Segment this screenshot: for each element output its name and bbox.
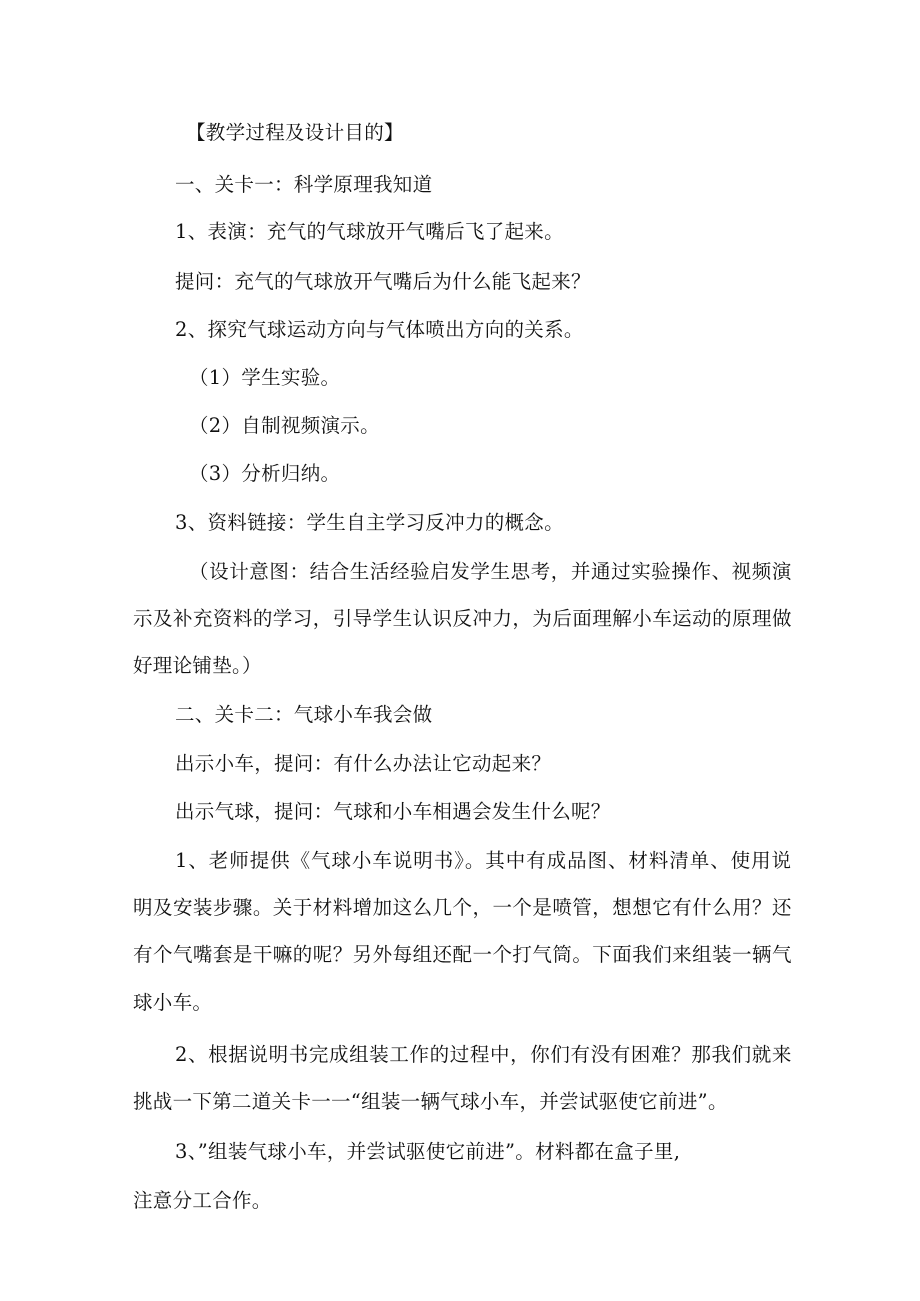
stage2-para1-line2: 明及安装步骤。关于材料增加这么几个，一个是喷管，想想它有什么用？还 [133, 896, 792, 919]
stage1-sub1: （1）学生实验。 [189, 366, 341, 389]
design-intent-line1: （设计意图：结合生活经验启发学生思考，并通过实验操作、视频演 [189, 560, 792, 583]
stage2-para2-line1: 2、根据说明书完成组装工作的过程中，你们有没有困难？那我们就来 [175, 1043, 792, 1066]
stage2-para1-line4: 球小车。 [133, 991, 213, 1014]
design-intent-line3: 好理论铺垫。） [133, 654, 262, 677]
stage1-title: 一、关卡一：科学原理我知道 [175, 173, 433, 196]
stage2-para1-line1: 1、老师提供《气球小车说明书》。其中有成品图、材料清单、使用说 [175, 849, 792, 872]
stage2-para2-line2: 挑战一下第二道关卡一一“组装一辆气球小车，并尝试驱使它前进”。 [133, 1090, 728, 1113]
stage1-item3: 3、资料链接：学生自主学习反冲力的概念。 [175, 511, 564, 534]
stage2-question2: 出示气球，提问：气球和小车相遇会发生什么呢？ [175, 800, 611, 823]
stage1-item2: 2、探究气球运动方向与气体喷出方向的关系。 [175, 318, 584, 341]
stage2-para1-line3: 有个气嘴套是干嘛的呢？另外每组还配一个打气筒。下面我们来组装一辆气 [133, 943, 792, 966]
stage1-question: 提问：充气的气球放开气嘴后为什么能飞起来？ [175, 270, 591, 293]
stage2-para3-line1: 3、”组装气球小车，并尝试驱使它前进”。材料都在盒子里, [175, 1140, 681, 1163]
stage2-title: 二、关卡二：气球小车我会做 [175, 703, 433, 726]
stage2-question1: 出示小车，提问：有什么办法让它动起来？ [175, 752, 552, 775]
stage1-item1: 1、表演：充气的气球放开气嘴后飞了起来。 [175, 220, 564, 243]
stage1-sub2: （2）自制视频演示。 [189, 414, 380, 437]
section-heading: 【教学过程及设计目的】 [186, 121, 404, 144]
stage1-sub3: （3）分析归纳。 [189, 462, 341, 485]
stage2-para3-line2: 注意分工合作。 [133, 1189, 272, 1212]
design-intent-line2: 示及补充资料的学习，引导学生认识反冲力，为后面理解小车运动的原理做 [133, 607, 792, 630]
